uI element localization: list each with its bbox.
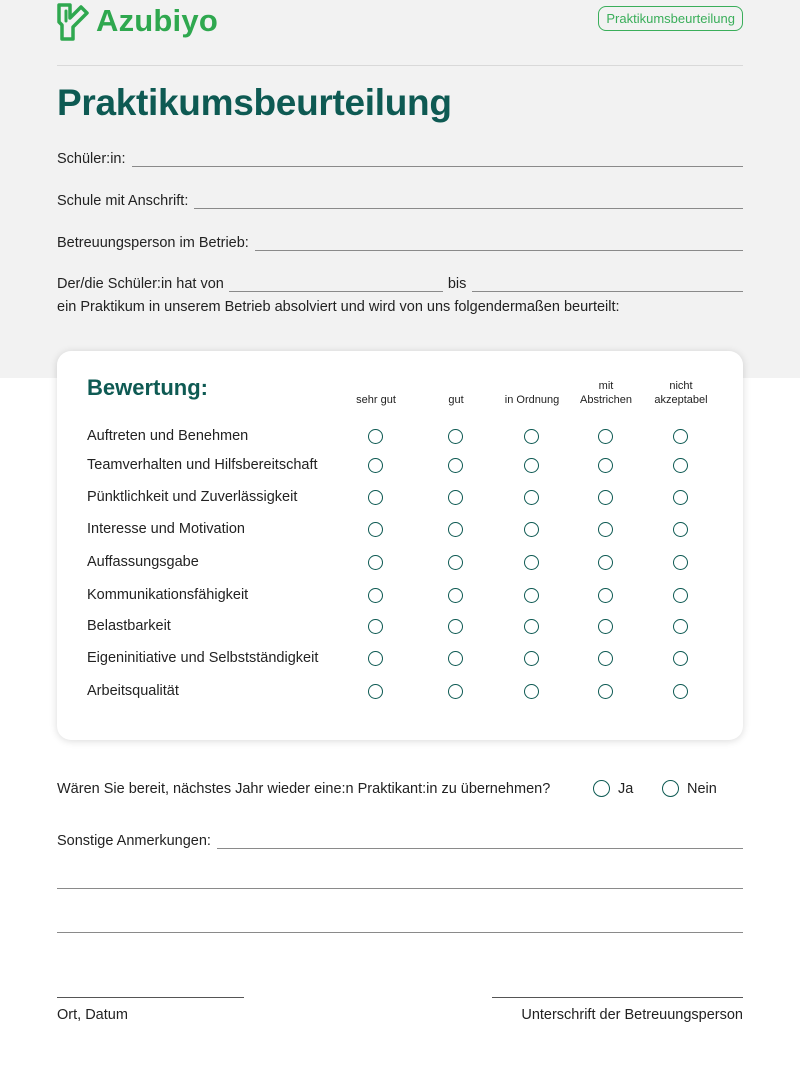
signature-label: Unterschrift der Betreuungsperson [521,1007,743,1023]
header-background [0,0,800,378]
rating-radio[interactable] [673,555,688,570]
rehire-no-option[interactable] [662,780,717,797]
rating-radio[interactable] [524,684,539,699]
rating-radio[interactable] [673,684,688,699]
rating-radio[interactable] [368,651,383,666]
rating-radio[interactable] [598,684,613,699]
rehire-no-label: Nein [687,780,717,797]
rehire-no-radio[interactable] [662,780,679,797]
rating-radio[interactable] [368,458,383,473]
rating-criterion-label: Auftreten und Benehmen [87,428,249,444]
rehire-question: Wären Sie bereit, nächstes Jahr wieder eine:n Praktikant:in zu übernehmen? [57,781,551,797]
rating-radio[interactable] [524,490,539,505]
rating-criterion-label: Arbeitsqualität [87,683,179,699]
period-prefix: Der/die Schüler:in hat von [57,276,224,292]
rating-radio[interactable] [598,588,613,603]
rating-radio[interactable] [448,555,463,570]
rating-radio[interactable] [524,458,539,473]
rating-column-header-line1: nicht [669,380,693,392]
rating-radio[interactable] [368,588,383,603]
supervisor-input[interactable] [255,236,743,251]
period-from-input[interactable] [229,277,443,292]
rating-column-header-line2: sehr gut [356,394,396,406]
rating-column-header-line2: gut [448,394,464,406]
supervisor-label: Betreuungsperson im Betrieb: [57,235,249,251]
rating-radio[interactable] [598,458,613,473]
rating-radio[interactable] [448,490,463,505]
remarks-input[interactable] [217,834,743,849]
rating-radio[interactable] [673,651,688,666]
rating-radio[interactable] [368,619,383,634]
remarks-label: Sonstige Anmerkungen: [57,833,211,849]
rating-column-header-line1 [331,379,421,393]
rating-radio[interactable] [368,490,383,505]
rating-radio[interactable] [448,588,463,603]
rating-radio[interactable] [598,490,613,505]
rating-column-header-line1: mit [598,380,614,392]
rating-radio[interactable] [448,458,463,473]
brand-logo[interactable] [56,0,218,42]
rehire-yes-option[interactable] [593,780,633,797]
school-field [57,193,743,209]
rating-criterion-label: Eigeninitiative und Selbstständigkeit [87,650,319,666]
period-to-input[interactable] [472,277,743,292]
rehire-yes-label: Ja [618,780,634,797]
rating-column-header-line2: in Ordnung [504,394,560,406]
rating-radio[interactable] [673,458,688,473]
rating-radio[interactable] [598,651,613,666]
rating-radio[interactable] [524,429,539,444]
rating-criterion-label: Teamverhalten und Hilfsbereitschaft [87,457,318,473]
rating-title: Bewertung: [87,375,208,400]
remarks-line-3[interactable] [57,932,743,933]
student-label: Schüler:in: [57,151,126,167]
azubiyo-logo-icon [56,1,90,41]
period-row [57,276,743,292]
rating-radio[interactable] [524,522,539,537]
rating-radio[interactable] [448,619,463,634]
rating-radio[interactable] [524,588,539,603]
rating-radio[interactable] [448,429,463,444]
rating-criterion-label: Pünktlichkeit und Zuverlässigkeit [87,489,298,505]
rating-radio[interactable] [598,555,613,570]
rating-column-header [331,379,421,407]
brand-name: Azubiyo [96,3,218,38]
rating-radio[interactable] [598,619,613,634]
rating-radio[interactable] [524,555,539,570]
rating-criterion-label: Belastbarkeit [87,618,171,634]
rating-column-header [636,379,726,407]
rating-radio[interactable] [673,429,688,444]
rating-criterion-label: Auffassungsgabe [87,554,199,570]
rating-radio[interactable] [673,490,688,505]
rating-radio[interactable] [673,522,688,537]
rehire-yes-radio[interactable] [593,780,610,797]
remarks-field [57,833,743,849]
school-label: Schule mit Anschrift: [57,193,189,209]
document-type-badge: Praktikumsbeurteilung [598,6,743,31]
rating-radio[interactable] [524,651,539,666]
rating-criterion-label: Interesse und Motivation [87,521,245,537]
student-field [57,151,743,167]
rating-column-header-line2: akzeptabel [654,394,708,406]
remarks-line-2[interactable] [57,888,743,889]
rating-radio[interactable] [448,684,463,699]
period-middle: bis [447,276,467,292]
rating-radio[interactable] [368,522,383,537]
page-title: Praktikumsbeurteilung [57,82,452,123]
student-input[interactable] [132,152,743,167]
rating-radio[interactable] [448,522,463,537]
rating-radio[interactable] [368,429,383,444]
rating-radio[interactable] [368,684,383,699]
rating-radio[interactable] [524,619,539,634]
rating-radio[interactable] [673,619,688,634]
rating-radio[interactable] [448,651,463,666]
rating-radio[interactable] [598,522,613,537]
header-divider [57,65,743,66]
rating-column-header-line2: Abstrichen [580,394,632,406]
rating-radio[interactable] [368,555,383,570]
signature-line[interactable] [492,997,743,998]
rating-card [57,351,743,740]
place-date-line[interactable] [57,997,244,998]
rating-radio[interactable] [673,588,688,603]
rating-radio[interactable] [598,429,613,444]
school-input[interactable] [194,194,743,209]
supervisor-field [57,235,743,251]
rating-criterion-label: Kommunikationsfähigkeit [87,587,249,603]
place-date-label: Ort, Datum [57,1007,128,1023]
period-suffix: ein Praktikum in unserem Betrieb absolviert und wird von uns folgendermaßen beurteilt: [57,299,620,315]
